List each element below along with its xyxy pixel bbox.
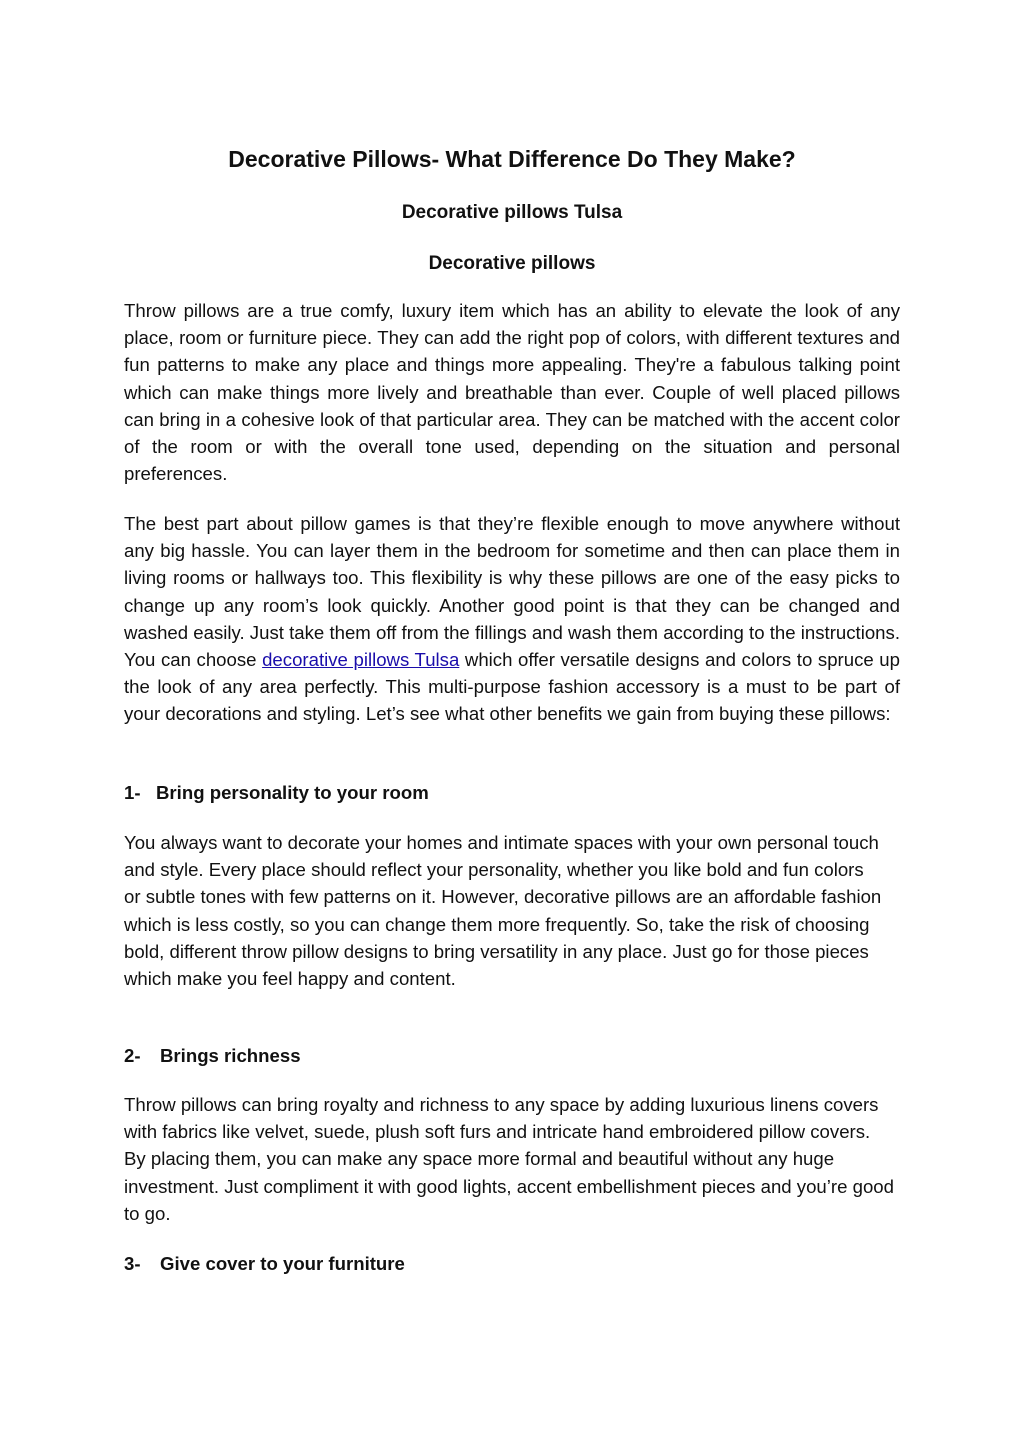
section-1-number: 1- (124, 782, 141, 803)
flexibility-paragraph (124, 510, 900, 728)
subtitle-decorative-pillows-tulsa: Decorative pillows Tulsa (401, 202, 623, 223)
section-3-number: 3- (124, 1253, 141, 1274)
section-3-heading (124, 1251, 405, 1277)
intro-paragraph: Throw pillows are a true comfy, luxury item which has an ability to elevate the look of any place, room or furniture piece. They can add the right pop of colors, with different textures and fun patterns to make any place and things more appealing. They're a fabulous talking point which can make things more lively and breathable than ever. Couple of well placed pillows can bring in a cohesive look of that particular area. They can be matched with the accent color of the room or with the overall tone used, depending on the situation and personal preferences. (124, 300, 900, 485)
flexibility-paragraph-text-start: The best part about pillow games is that they’re flexible enough to move anywhere without any big hassle. You can layer them in the bedroom for sometime and then can place them in living rooms or hallways too. This flexibility is why these pillows are one of the easy picks to change up any room’s look quickly. Another good point is that they can be changed and washed easily. Just take them off from the fillings and wash them according to the instructions. You can choose (124, 513, 900, 671)
section-2-title: Brings richness (160, 1045, 301, 1066)
section-1-title: Bring personality to your room (156, 782, 429, 803)
section-2-heading (124, 1043, 301, 1069)
decorative-pillows-tulsa-link[interactable]: decorative pillows Tulsa (262, 649, 460, 671)
section-2-body: Throw pillows can bring royalty and richness to any space by adding luxurious linens covers with fabrics like velvet, suede, plush soft furs and intricate hand embroidered pillow covers. By placing them, you can make any space more formal and beautiful without any huge investment. Just compliment it with good lights, accent embellishment pieces and you’re good to go. (124, 1094, 894, 1224)
section-3-title: Give cover to your furniture (160, 1253, 405, 1274)
section-1-body: You always want to decorate your homes and intimate spaces with your own personal touch and style. Every place should reflect your personality, whether you like bold and fun colors or subtle tones with few patterns on it. However, decorative pillows are an affordable fashion which is less costly, so you can change them more frequently. So, take the risk of choosing bold, different throw pillow designs to bring versatility in any place. Just go for those pieces which make you feel happy and content. (124, 832, 882, 990)
subtitle-decorative-pillows: Decorative pillows (428, 253, 596, 274)
document-title: Decorative Pillows- What Difference Do They Make? (228, 146, 796, 172)
flexibility-paragraph-text-end: which offer versatile designs and colors to spruce up the look of any area perfectly. This multi-purpose fashion accessory is a must to be part of your decorations and styling. Let’s see what other benefits we gain from buying these pillows: (124, 649, 900, 725)
section-2-number: 2- (124, 1045, 141, 1066)
section-1-heading (124, 780, 429, 806)
